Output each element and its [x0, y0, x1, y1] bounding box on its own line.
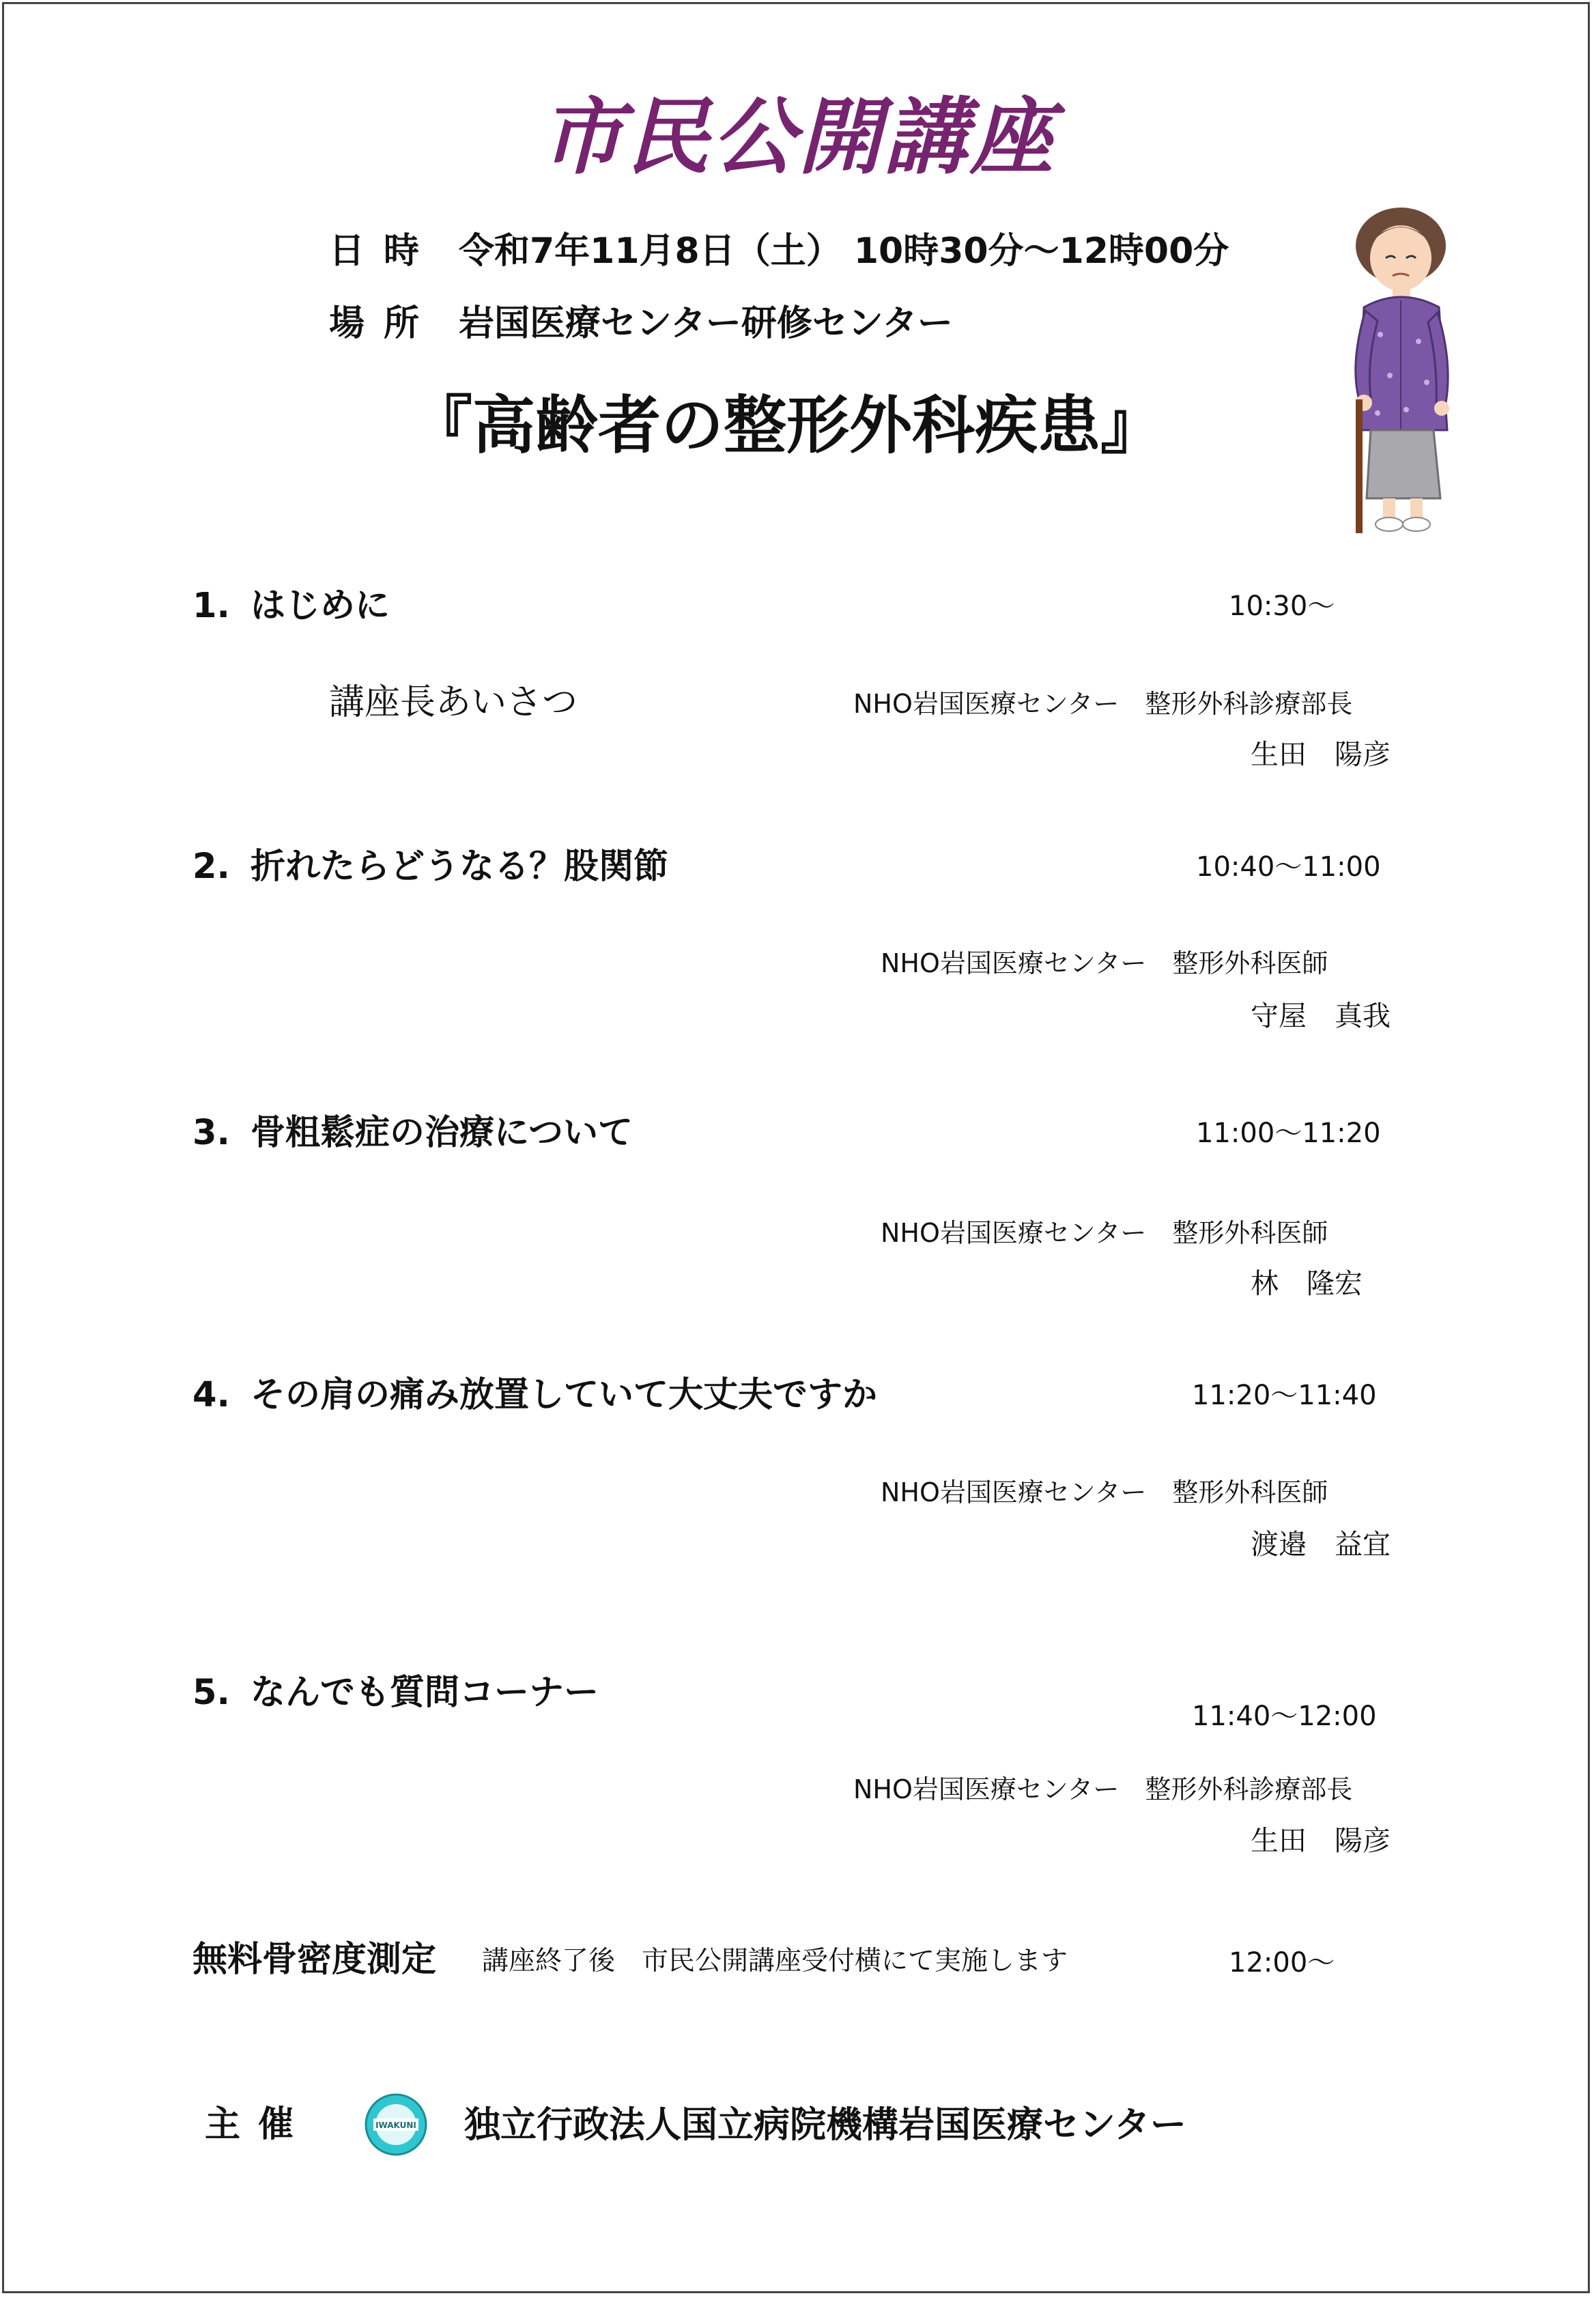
program-item-3-speaker: 林 隆宏	[1251, 1267, 1363, 1300]
bone-density-label: 無料骨密度測定	[193, 1940, 437, 1980]
place-label: 場所	[329, 303, 439, 344]
date-value: 令和7年11月8日（土） 10時30分～12時00分	[459, 231, 1229, 272]
program-item-5-time: 11:40～12:00	[1192, 1701, 1377, 1732]
program-item-2-affiliation: NHO岩国医療センター 整形外科医師	[881, 948, 1328, 978]
program-item-5-affiliation: NHO岩国医療センター 整形外科診療部長	[853, 1774, 1353, 1804]
place-row	[329, 303, 953, 344]
page-title: 市民公開講座	[540, 89, 1056, 186]
program-item-5-title: 5. なんでも質問コーナー	[193, 1673, 599, 1713]
lecture-theme: 『高齢者の整形外科疾患』	[410, 389, 1164, 462]
program-item-4-title: 4. その肩の痛み放置していて大丈夫ですか	[193, 1375, 878, 1415]
program-item-2-time: 10:40～11:00	[1196, 851, 1381, 883]
program-item-1-sub: 講座長あいさつ	[329, 682, 578, 723]
svg-text:IWAKUNI: IWAKUNI	[375, 2120, 416, 2130]
bone-density-description: 講座終了後 市民公開講座受付横にて実施します	[482, 1946, 1068, 1976]
program-item-1-speaker: 生田 陽彦	[1251, 738, 1391, 771]
date-row	[329, 231, 1229, 272]
program-item-3-title: 3. 骨粗鬆症の治療について	[193, 1113, 633, 1153]
program-item-4-time: 11:20～11:40	[1192, 1380, 1377, 1411]
hospital-logo-icon	[364, 2093, 428, 2157]
program-item-2-speaker: 守屋 真我	[1251, 999, 1391, 1032]
program-item-4-affiliation: NHO岩国医療センター 整形外科医師	[881, 1477, 1328, 1507]
place-value: 岩国医療センター研修センター	[459, 303, 953, 344]
program-item-1-title: 1. はじめに	[193, 586, 390, 626]
program-item-1-affiliation: NHO岩国医療センター 整形外科診療部長	[853, 689, 1353, 719]
program-item-3-time: 11:00～11:20	[1196, 1118, 1381, 1149]
program-item-2-title: 2. 折れたらどうなる？股関節	[193, 847, 669, 887]
elderly-woman-with-cane-icon	[1338, 205, 1461, 539]
program-item-4-speaker: 渡邉 益宜	[1251, 1528, 1391, 1561]
program-item-1-time: 10:30～	[1229, 591, 1335, 622]
program-item-5-speaker: 生田 陽彦	[1251, 1824, 1391, 1857]
program-item-3-affiliation: NHO岩国医療センター 整形外科医師	[881, 1218, 1328, 1248]
bone-density-time: 12:00～	[1229, 1947, 1335, 1978]
date-label: 日時	[329, 231, 439, 272]
organizer-name: 独立行政法人国立病院機構岩国医療センター	[464, 2104, 1186, 2146]
organizer-label: 主催	[205, 2104, 312, 2145]
